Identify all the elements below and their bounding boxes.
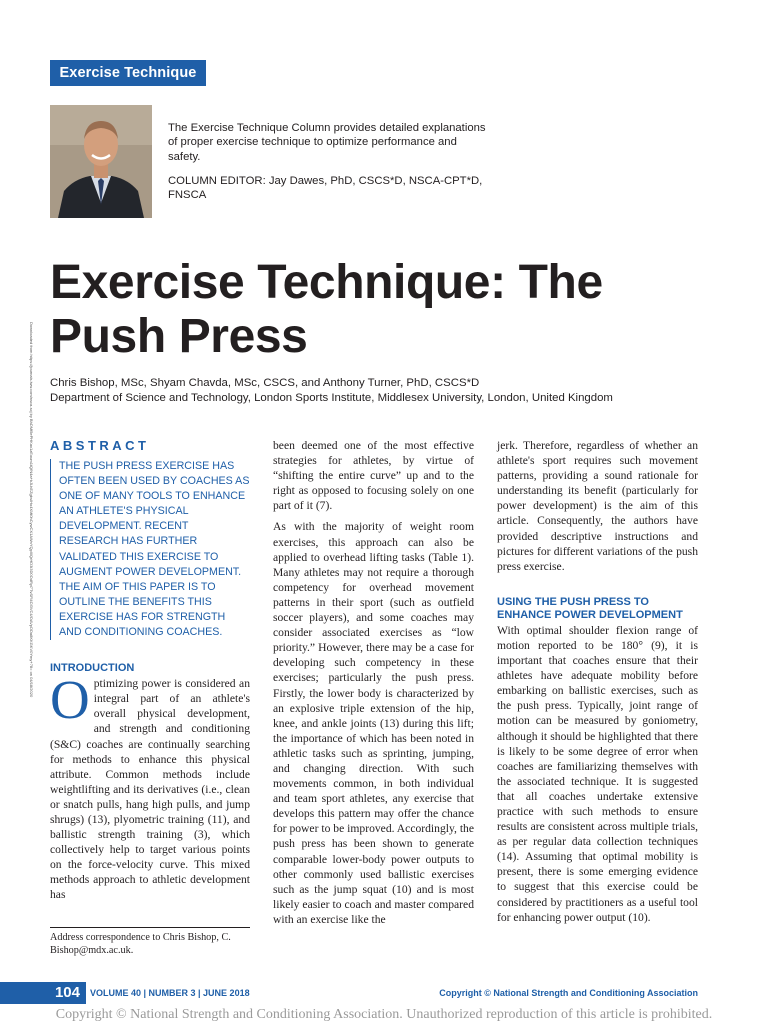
copyright-watermark: Copyright © National Strength and Conditioning Association. Unauthorized reproduction of this article is prohibited.	[55, 1007, 713, 1022]
body-paragraph: With optimal shoulder flexion range of motion reported to be 180° (9), it is important that coaches ensure that their athletes have adequate mobility before embarking on ballistic exercises, such as the push press. Typically, joint range of motion can be measured by goniometry, although it should be highlighted that there is likely to be some degree of error when coaches are familiarizing themselves with the associated technique. It is suggested that all coaches undertake extensive practice with such methods to ensure results are consistent across multiple trials, as per regular data collection techniques (14). Assuming that optimal mobility is present, there is some emerging evidence to suggest that this exercise could be considered by practitioners as a useful tool for enhancing power output (10).	[497, 623, 698, 924]
abstract-text: THE PUSH PRESS EXERCISE HAS OFTEN BEEN USED BY COACHES AS ONE OF MANY TOOLS TO ENHANCE AN ATHLETE'S PHYSICAL DEVELOPMENT. RECENT RESEARCH HAS FURTHER VALIDATED THIS EXERCISE TO AUGMENT POWER DEVELOPMENT. THE AIM OF THIS PAPER IS TO OUTLINE THE BENEFITS THIS EXERCISE HAS FOR STRENGTH AND CONDITIONING COACHES.	[50, 459, 250, 640]
section-heading: USING THE PUSH PRESS TO ENHANCE POWER DEVELOPMENT	[497, 595, 683, 621]
introduction-text: ptimizing power is considered an integral part of an athlete's overall physical development, and strength and conditioning (S&C) coaches are continually searching for methods to enhance this physical attribute. Common methods include weightlifting and its derivatives (i.e., clean or snatch pulls, hang high pulls, and jump shrugs) (13), plyometric training (11), and ballistic strength training (3), which collectively help to target various points on the force-velocity curve. This mixed methods approach to athletic development has	[50, 677, 250, 902]
column-1	[50, 438, 250, 909]
body-paragraph: As with the majority of weight room exercises, this approach can also be applied to overhead lifting tasks (Table 1). Many athletes may not require a thorough competency for overhead movement patterns in their sport (such as outfield soccer players), and some coaches may consider associated exercises as “low priority.” However, there may be a case for developing such competency in these exercises; particularly the push press. Firstly, the lower body is characterized by an explosive triple extension of the hip, knee, and ankle joints (13) during this lift; the importance of which has been noted in athletic tasks such as sprinting, jumping, and changing direction. With such movements common, in both individual and team sport athletes, any exercise that develops this pattern may offer the chance for power to be improved. Accordingly, the push press has been shown to generate comparable lower-body power outputs to other commonly used ballistic exercises such as the jump squat (10) and is most likely easier to coach and master compared with an exercise like the	[273, 520, 474, 926]
column-3	[497, 438, 698, 931]
body-paragraph: been deemed one of the most effective strategies for athletes, by virtue of “shifting the entire curve” up and to the right as opposed to focusing solely on one part of it (7).	[273, 439, 474, 513]
drop-cap: O	[50, 669, 90, 731]
journal-issue-info: VOLUME 40 | NUMBER 3 | JUNE 2018	[90, 988, 250, 998]
introduction-paragraph	[50, 669, 250, 902]
article-title: Exercise Technique: The Push Press	[50, 256, 603, 363]
author-block	[50, 376, 750, 406]
section-tag: Exercise Technique	[50, 60, 206, 86]
correspondence-footnote: Address correspondence to Chris Bishop, C. Bishop@mdx.ac.uk.	[50, 927, 250, 957]
download-note-text: Downloaded from https://journals.lww.com/nsca-scj by BhDMf5ePHKav1zEoum1tQfN4a+kJLhEZgbsIHo4XMi0hCywCX1AWnYQp/IlQrHD3i3D0OdRyi7TvSFl4Cf3VC4/OAVpDDa8KKGKV0Ymy+78= on 04/18/2020	[29, 322, 34, 698]
column-2	[273, 438, 474, 933]
page-footer	[0, 982, 768, 1004]
page-number: 104	[0, 982, 86, 1004]
footer-copyright: Copyright © National Strength and Conditioning Association	[439, 988, 698, 998]
column-description	[168, 121, 488, 212]
column-description-text: The Exercise Technique Column provides detailed explanations of proper exercise technique to optimize performance and safety.	[168, 122, 486, 163]
author-list: Chris Bishop, MSc, Shyam Chavda, MSc, CSCS, and Anthony Turner, PhD, CSCS*D	[50, 377, 480, 389]
body-paragraph: jerk. Therefore, regardless of whether an athlete's sport requires such movement patterns, providing a sound rationale for understanding its benefit (particularly for power development) is the aim of this article. Consequently, the authors have provided descriptive instructions and pictures for different variations of the push press exercise.	[497, 439, 698, 573]
column-editor-photo	[50, 105, 152, 218]
abstract-heading: ABSTRACT	[50, 438, 150, 453]
column-editor: COLUMN EDITOR: Jay Dawes, PhD, CSCS*D, NSCA-CPT*D, FNSCA	[168, 174, 483, 202]
download-note	[28, 322, 34, 822]
affiliation: Department of Science and Technology, London Sports Institute, Middlesex University, London, United Kingdom	[50, 392, 613, 404]
introduction-heading: INTRODUCTION	[50, 662, 135, 675]
